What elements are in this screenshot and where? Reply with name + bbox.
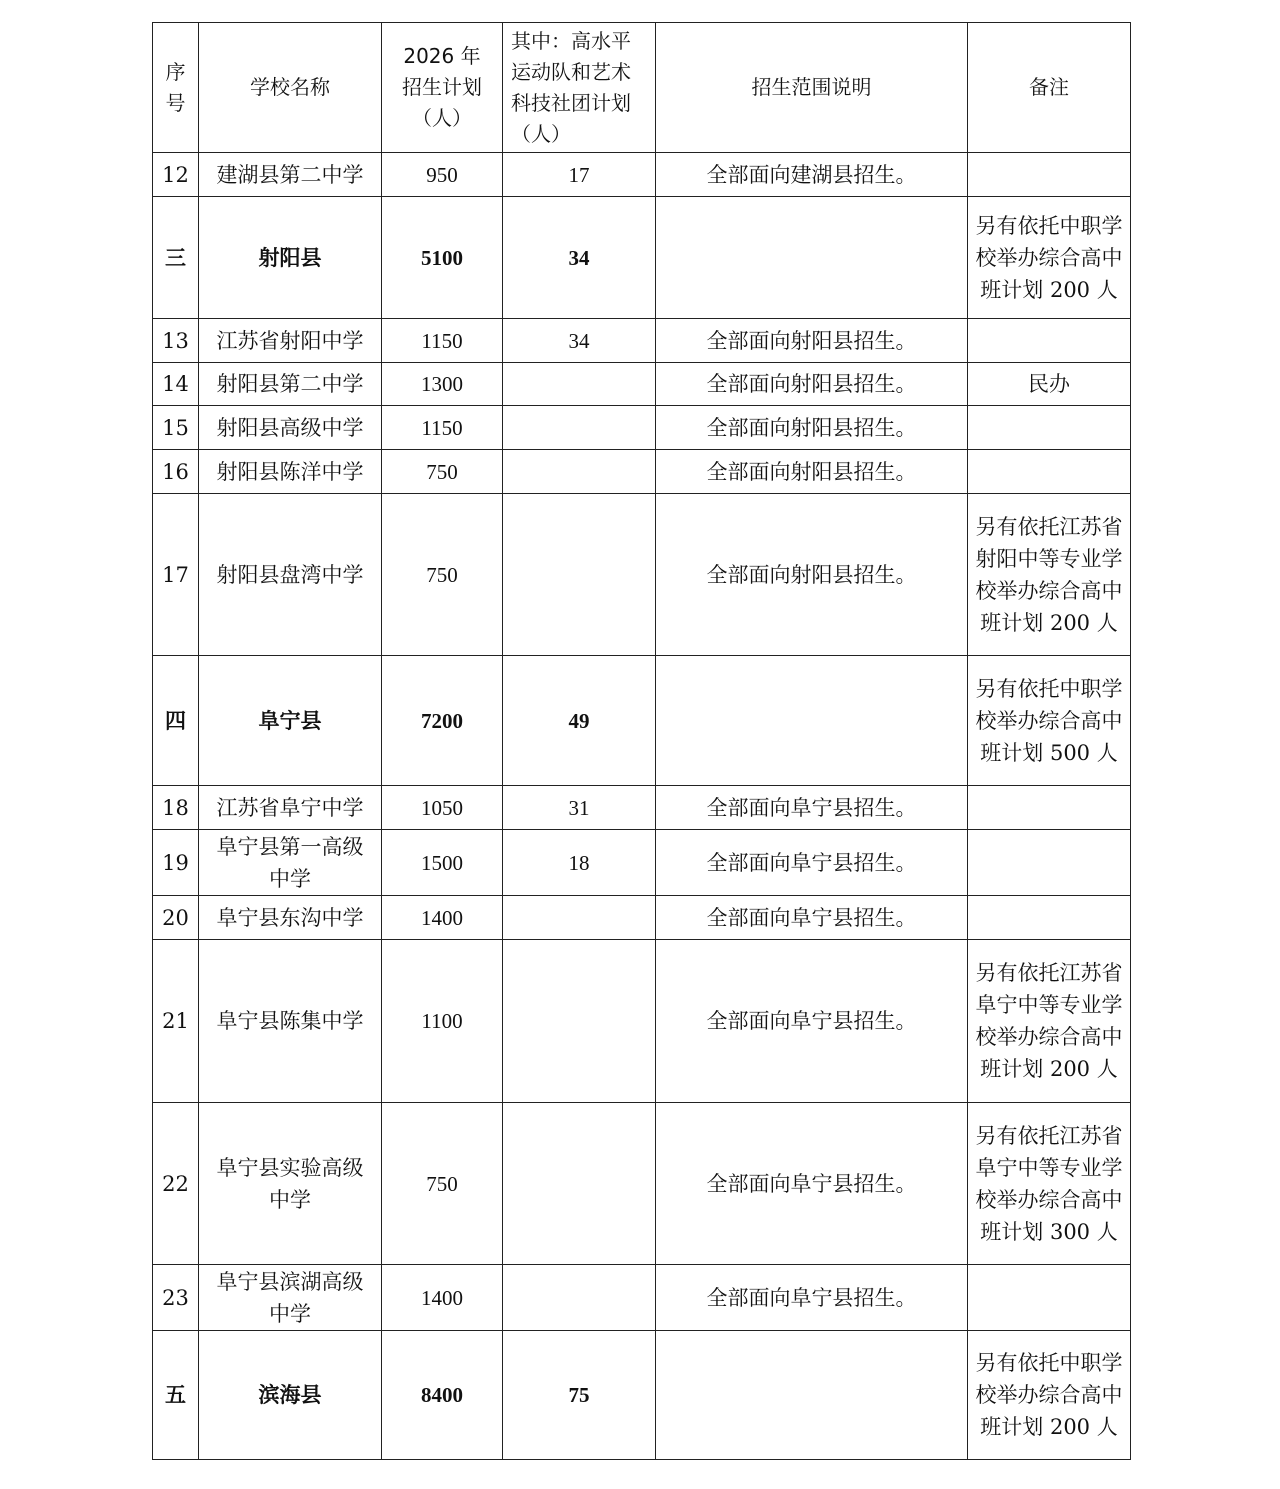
cell-seq: 13 <box>153 319 199 363</box>
cell-remark <box>968 896 1131 940</box>
cell-school: 阜宁县实验高级中学 <box>199 1103 382 1265</box>
cell-scope: 全部面向建湖县招生。 <box>656 153 968 197</box>
cell-scope: 全部面向射阳县招生。 <box>656 319 968 363</box>
table-row-county <box>153 197 1131 319</box>
cell-seq: 17 <box>153 494 199 656</box>
cell-special: 75 <box>503 1331 656 1460</box>
cell-remark: 另有依托中职学校举办综合高中班计划 500 人 <box>968 656 1131 786</box>
table-row <box>153 494 1131 656</box>
cell-school: 射阳县陈洋中学 <box>199 450 382 494</box>
header-special: 其中：高水平运动队和艺术科技社团计划（人） <box>503 23 656 153</box>
cell-plan: 750 <box>382 1103 503 1265</box>
cell-seq: 12 <box>153 153 199 197</box>
cell-plan: 5100 <box>382 197 503 319</box>
cell-remark <box>968 153 1131 197</box>
table-row <box>153 450 1131 494</box>
cell-special <box>503 1103 656 1265</box>
cell-seq: 23 <box>153 1265 199 1331</box>
cell-seq: 18 <box>153 786 199 830</box>
cell-school: 阜宁县第一高级中学 <box>199 830 382 896</box>
cell-plan: 1400 <box>382 1265 503 1331</box>
cell-seq: 三 <box>153 197 199 319</box>
cell-plan: 750 <box>382 494 503 656</box>
cell-plan: 950 <box>382 153 503 197</box>
cell-seq: 14 <box>153 363 199 406</box>
cell-scope: 全部面向阜宁县招生。 <box>656 1265 968 1331</box>
cell-plan: 1150 <box>382 406 503 450</box>
cell-seq: 16 <box>153 450 199 494</box>
cell-school: 阜宁县陈集中学 <box>199 940 382 1103</box>
cell-seq: 20 <box>153 896 199 940</box>
cell-scope: 全部面向射阳县招生。 <box>656 363 968 406</box>
cell-remark <box>968 830 1131 896</box>
cell-school: 江苏省阜宁中学 <box>199 786 382 830</box>
cell-special: 31 <box>503 786 656 830</box>
cell-scope: 全部面向阜宁县招生。 <box>656 896 968 940</box>
table-row <box>153 153 1131 197</box>
header-seq: 序号 <box>153 23 199 153</box>
cell-special: 17 <box>503 153 656 197</box>
table-row <box>153 940 1131 1103</box>
cell-school: 滨海县 <box>199 1331 382 1460</box>
cell-seq: 19 <box>153 830 199 896</box>
cell-remark: 另有依托中职学校举办综合高中班计划 200 人 <box>968 197 1131 319</box>
cell-school: 射阳县高级中学 <box>199 406 382 450</box>
cell-school: 阜宁县 <box>199 656 382 786</box>
cell-plan: 1300 <box>382 363 503 406</box>
cell-seq: 15 <box>153 406 199 450</box>
cell-special <box>503 363 656 406</box>
header-school: 学校名称 <box>199 23 382 153</box>
header-remark: 备注 <box>968 23 1131 153</box>
cell-remark: 民办 <box>968 363 1131 406</box>
cell-scope <box>656 656 968 786</box>
cell-seq: 五 <box>153 1331 199 1460</box>
header-scope: 招生范围说明 <box>656 23 968 153</box>
cell-school: 射阳县盘湾中学 <box>199 494 382 656</box>
table-header-row <box>153 23 1131 153</box>
cell-plan: 8400 <box>382 1331 503 1460</box>
cell-remark <box>968 450 1131 494</box>
table-row <box>153 363 1131 406</box>
cell-special <box>503 406 656 450</box>
cell-special: 18 <box>503 830 656 896</box>
cell-plan: 1150 <box>382 319 503 363</box>
cell-plan: 1100 <box>382 940 503 1103</box>
table-row <box>153 830 1131 896</box>
header-plan: 2026 年招生计划（人） <box>382 23 503 153</box>
cell-school: 阜宁县滨湖高级中学 <box>199 1265 382 1331</box>
table-row <box>153 1103 1131 1265</box>
cell-scope: 全部面向射阳县招生。 <box>656 494 968 656</box>
enrollment-plan-table <box>152 22 1131 1460</box>
table-row <box>153 406 1131 450</box>
cell-remark: 另有依托中职学校举办综合高中班计划 200 人 <box>968 1331 1131 1460</box>
cell-seq: 四 <box>153 656 199 786</box>
cell-scope: 全部面向阜宁县招生。 <box>656 1103 968 1265</box>
cell-special <box>503 450 656 494</box>
cell-scope <box>656 1331 968 1460</box>
cell-plan: 7200 <box>382 656 503 786</box>
cell-school: 江苏省射阳中学 <box>199 319 382 363</box>
cell-school: 射阳县 <box>199 197 382 319</box>
cell-scope: 全部面向阜宁县招生。 <box>656 940 968 1103</box>
cell-special <box>503 1265 656 1331</box>
table-row <box>153 786 1131 830</box>
cell-school: 射阳县第二中学 <box>199 363 382 406</box>
cell-remark <box>968 786 1131 830</box>
table-row-county <box>153 1331 1131 1460</box>
cell-scope: 全部面向阜宁县招生。 <box>656 830 968 896</box>
cell-remark <box>968 1265 1131 1331</box>
cell-plan: 750 <box>382 450 503 494</box>
cell-plan: 1400 <box>382 896 503 940</box>
table-row <box>153 1265 1131 1331</box>
cell-scope <box>656 197 968 319</box>
table-row-county <box>153 656 1131 786</box>
cell-scope: 全部面向阜宁县招生。 <box>656 786 968 830</box>
cell-remark: 另有依托江苏省射阳中等专业学校举办综合高中班计划 200 人 <box>968 494 1131 656</box>
cell-scope: 全部面向射阳县招生。 <box>656 406 968 450</box>
cell-special: 34 <box>503 197 656 319</box>
cell-school: 建湖县第二中学 <box>199 153 382 197</box>
cell-plan: 1050 <box>382 786 503 830</box>
cell-remark: 另有依托江苏省阜宁中等专业学校举办综合高中班计划 200 人 <box>968 940 1131 1103</box>
table-row <box>153 319 1131 363</box>
cell-special: 34 <box>503 319 656 363</box>
cell-plan: 1500 <box>382 830 503 896</box>
cell-special: 49 <box>503 656 656 786</box>
cell-remark <box>968 319 1131 363</box>
cell-school: 阜宁县东沟中学 <box>199 896 382 940</box>
cell-seq: 22 <box>153 1103 199 1265</box>
cell-seq: 21 <box>153 940 199 1103</box>
cell-special <box>503 940 656 1103</box>
cell-remark: 另有依托江苏省阜宁中等专业学校举办综合高中班计划 300 人 <box>968 1103 1131 1265</box>
table-row <box>153 896 1131 940</box>
cell-special <box>503 494 656 656</box>
cell-remark <box>968 406 1131 450</box>
cell-special <box>503 896 656 940</box>
cell-scope: 全部面向射阳县招生。 <box>656 450 968 494</box>
